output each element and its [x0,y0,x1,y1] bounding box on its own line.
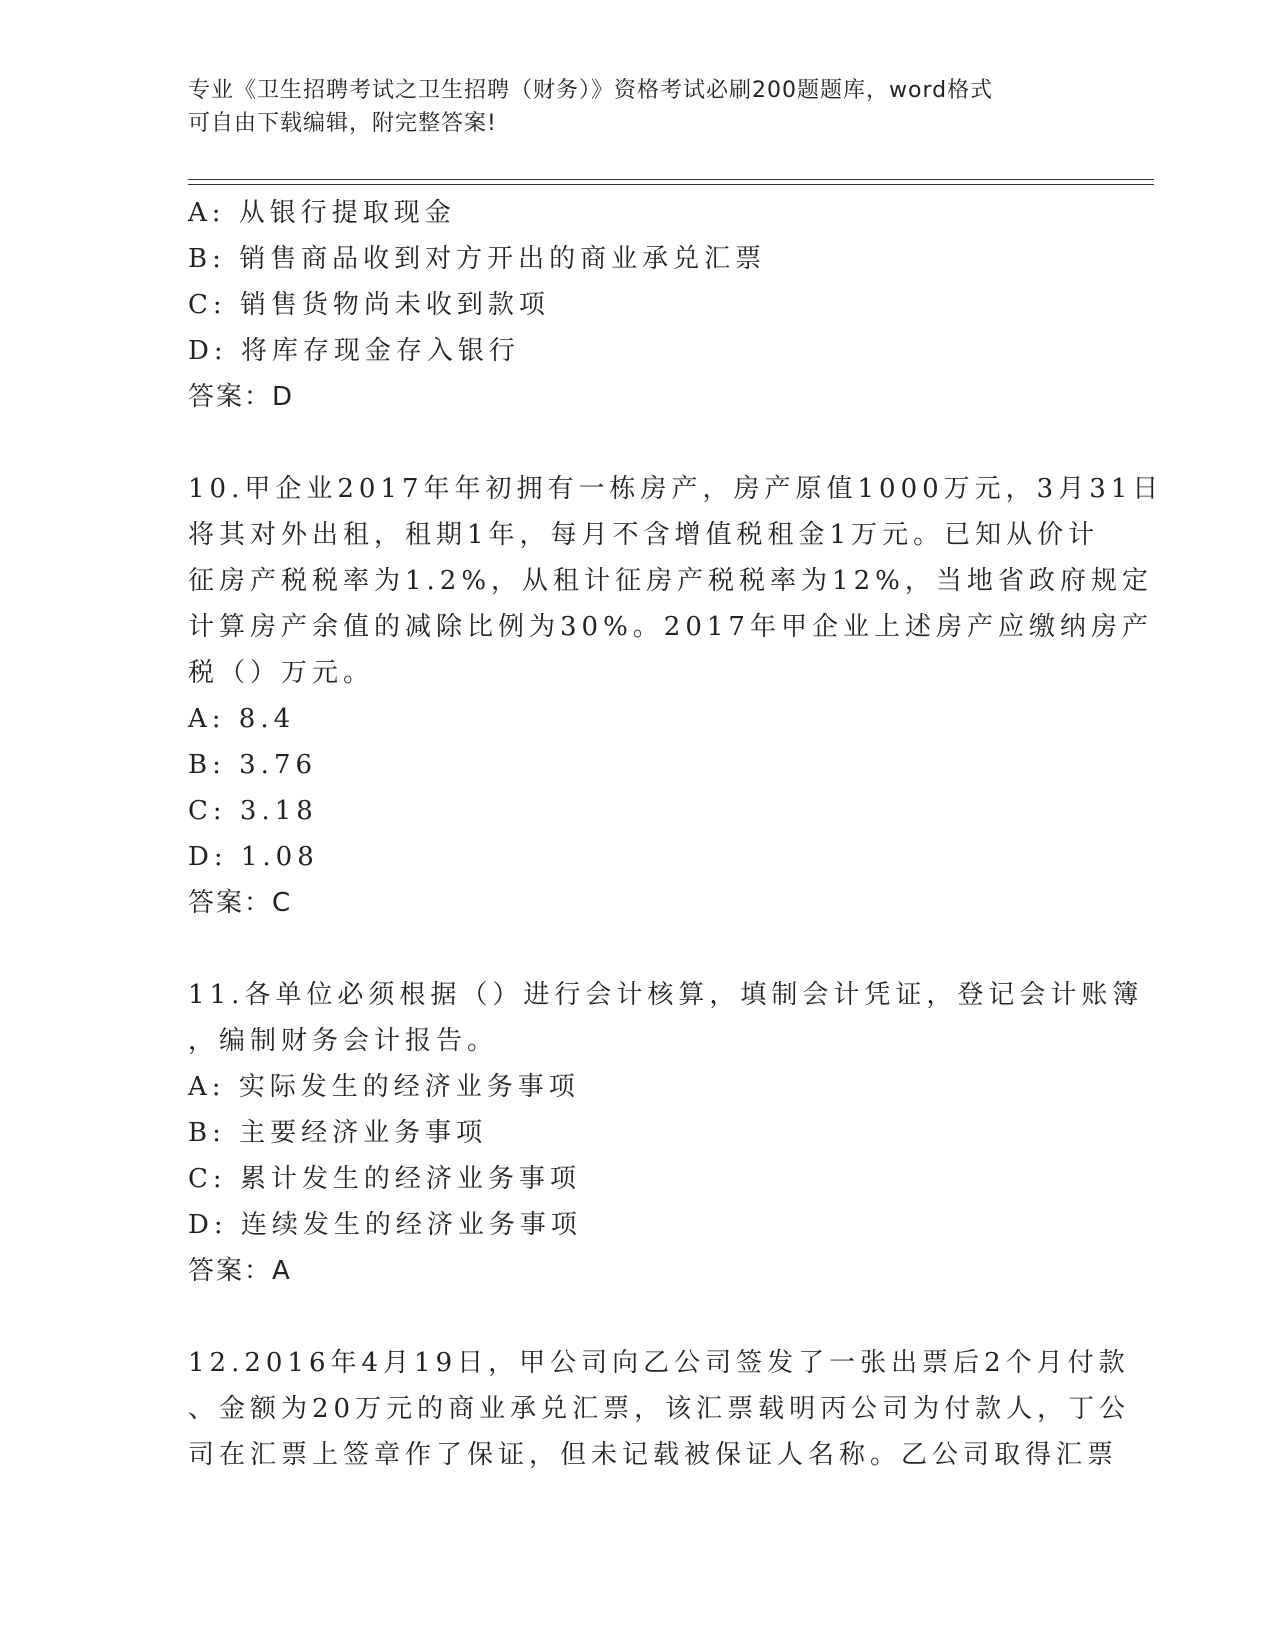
question-12 [188,1340,1131,1478]
option-c: C: 3.18 [188,796,318,826]
question-stem-line: 10.甲企业2017年年初拥有一栋房产，房产原值1000万元，3月31日 [188,474,1164,504]
question-stem-line: 将其对外出租，租期1年，每月不含增值税租金1万元。已知从价计 [188,520,1100,550]
option-c: C: 销售货物尚未收到款项 [188,290,550,320]
option-d: D: 连续发生的经济业务事项 [188,1210,582,1240]
answer-line: 答案：A [188,1256,292,1286]
header-divider-top [188,179,1154,180]
question-stem-line: 计算房产余值的减除比例为30%。2017年甲企业上述房产应缴纳房产 [188,612,1153,642]
question-9 [188,190,1088,420]
spacer [188,1294,1088,1340]
spacer [188,420,1088,466]
header-line-1: 专业《卫生招聘考试之卫生招聘（财务）》资格考试必刷200题题库，word格式 [188,78,994,103]
question-11 [188,972,1144,1294]
question-stem-line: 司在汇票上签章作了保证，但未记载被保证人名称。乙公司取得汇票 [188,1440,1119,1470]
option-d: D: 1.08 [188,842,319,872]
option-b: B: 销售商品收到对方开出的商业承兑汇票 [188,244,767,274]
answer-line: 答案：D [188,382,295,412]
option-d: D: 将库存现金存入银行 [188,336,520,366]
option-c: C: 累计发生的经济业务事项 [188,1164,581,1194]
header-line-2: 可自由下载编辑，附完整答案! [188,111,497,136]
question-10 [188,466,1164,926]
document-header [188,74,1088,140]
option-b: B: 3.76 [188,750,318,780]
question-stem-line: 11.各单位必须根据（）进行会计核算，填制会计凭证，登记会计账簿 [188,980,1144,1010]
question-stem-line: ，编制财务会计报告。 [188,1026,499,1056]
header-divider-bottom [188,184,1154,185]
question-stem-line: 、金额为20万元的商业承兑汇票，该汇票载明丙公司为付款人，丁公 [188,1394,1131,1424]
answer-line: 答案：C [188,888,293,918]
option-a: A: 实际发生的经济业务事项 [188,1072,580,1102]
question-stem-line: 12.2016年4月19日，甲公司向乙公司签发了一张出票后2个月付款 [188,1348,1130,1378]
document-body [188,190,1164,1478]
option-b: B: 主要经济业务事项 [188,1118,488,1148]
option-a: A: 从银行提取现金 [188,198,456,228]
spacer [188,926,1088,972]
option-a: A: 8.4 [188,704,296,734]
question-stem-line: 征房产税税率为1.2%，从租计征房产税税率为12%，当地省政府规定 [188,566,1153,596]
question-stem-line: 税（）万元。 [188,658,375,688]
